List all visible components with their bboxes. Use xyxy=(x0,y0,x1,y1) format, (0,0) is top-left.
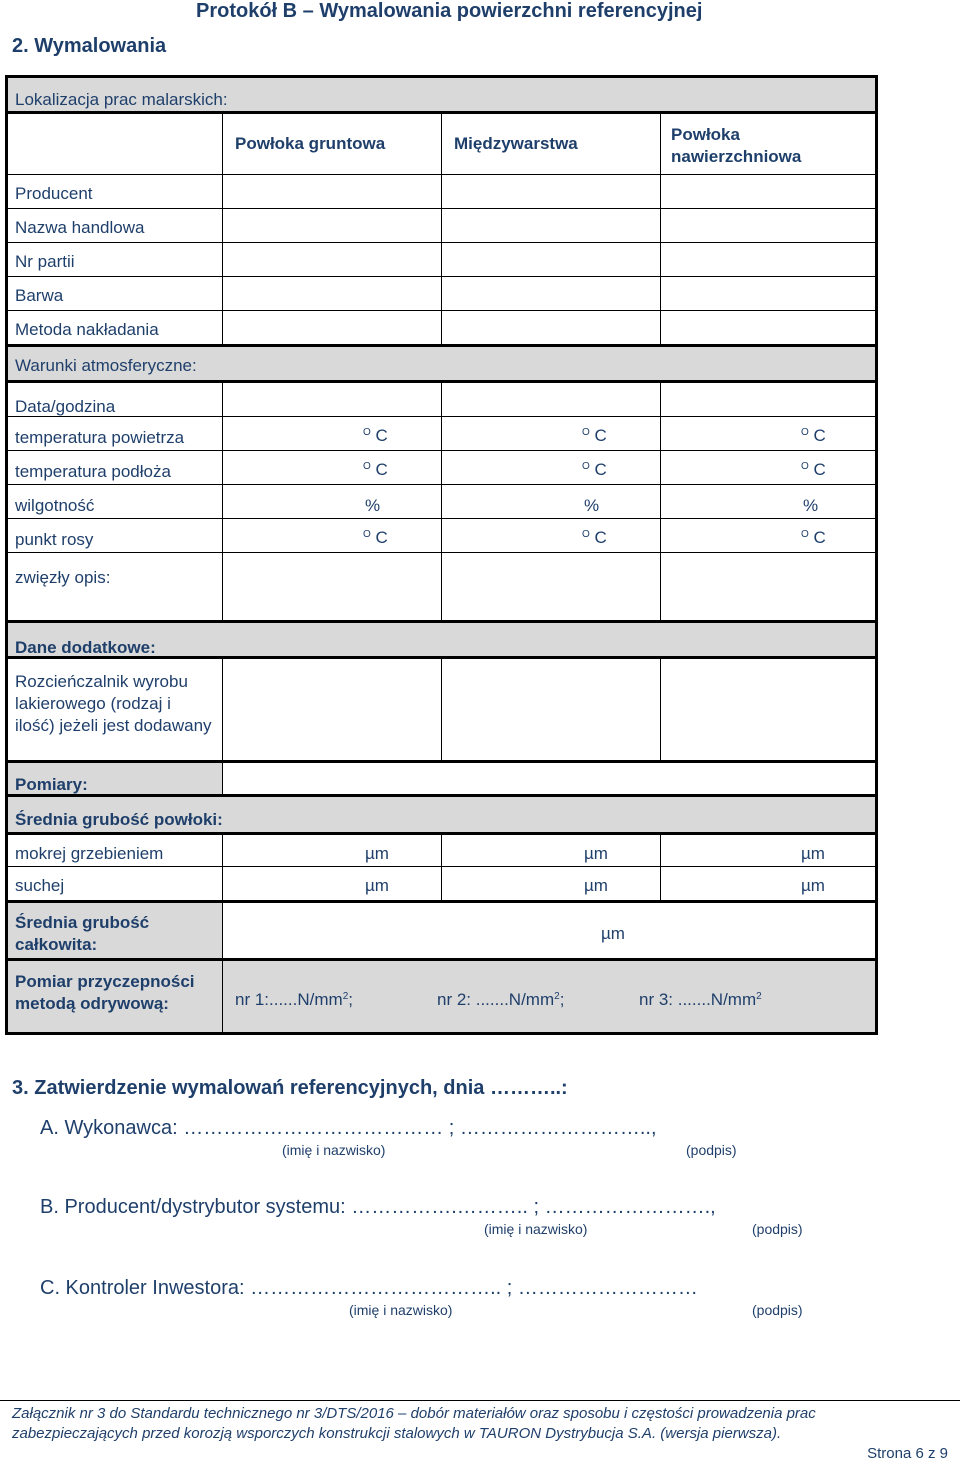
adhesion-value-3: nr 3: $.......N/mm^2$ xyxy=(639,990,762,1009)
row-label-batch: Nr partii xyxy=(15,252,75,271)
measurements-heading-row xyxy=(8,760,875,796)
producer-sign-hint: (podpis) xyxy=(752,1221,803,1237)
row-label-surface-temperature: temperatura podłoża xyxy=(15,462,171,481)
row-label-thinner: Rozcieńczalnik wyrobu lakierowego (rodzaj i ilość) jeżeli jest dodawany xyxy=(15,672,212,735)
row-label-datetime: Data/godzina xyxy=(15,397,116,416)
measurements-label: Pomiary: xyxy=(15,775,88,794)
weather-heading-row xyxy=(8,344,875,382)
column-header-row xyxy=(8,111,875,174)
col-header-topcoat: Powłoka nawierzchniowa xyxy=(671,125,802,166)
inspector-name-hint: (imię i nazwisko) xyxy=(349,1302,453,1318)
product-row xyxy=(8,310,875,344)
weather-row xyxy=(8,380,875,416)
weather-row: wilgotność % % % xyxy=(8,484,875,518)
total-thickness-row xyxy=(8,900,875,960)
total-thickness-unit: µm xyxy=(601,924,625,943)
row-label-wet-thickness: mokrej grzebieniem xyxy=(15,844,164,863)
weather-row: punkt rosy $^O$ C $^O$ C $^O$ C xyxy=(8,518,875,552)
row-label-producer: Producent xyxy=(15,184,93,203)
thickness-row: suchej µm µm µm xyxy=(8,866,875,900)
signatory-inspector-line: C. Kontroler Inwestora: ……………………………….. ; ……………………… xyxy=(40,1277,698,1299)
row-label-color: Barwa xyxy=(15,286,64,305)
product-row xyxy=(8,276,875,310)
row-label-air-temperature: temperatura powietrza xyxy=(15,428,185,447)
weather-row: temperatura podłoża $^O$ C $^O$ C $^O$ C xyxy=(8,450,875,484)
footer-divider xyxy=(0,1400,960,1401)
col-intermediate-cell xyxy=(441,114,660,174)
adhesion-row xyxy=(8,958,875,1035)
additional-heading-row xyxy=(8,620,875,658)
row-label-dry-thickness: suchej xyxy=(15,876,65,895)
product-row xyxy=(8,208,875,242)
col-header-intermediate: Międzywarstwa xyxy=(454,134,578,153)
col-primer-cell xyxy=(222,114,441,174)
product-row xyxy=(8,242,875,276)
contractor-sign-hint: (podpis) xyxy=(686,1142,737,1158)
weather-row: temperatura powietrza $^O$ C $^O$ C $^O$ C xyxy=(8,416,875,450)
col-topcoat-cell xyxy=(660,114,875,174)
avg-thickness-heading-row xyxy=(8,794,875,832)
thickness-row: mokrej grzebieniem µm µm µm xyxy=(8,832,875,866)
product-row xyxy=(8,174,875,208)
avg-thickness-label: Średnia grubość powłoki: xyxy=(15,810,223,829)
approval-heading: 3. Zatwierdzenie wymalowań referencyjnych, dnia ………..: xyxy=(12,1077,568,1099)
signatory-contractor-line: A. Wykonawca: ………………………………… ; ……………………….., xyxy=(40,1117,657,1139)
row-label-trade-name: Nazwa handlowa xyxy=(15,218,145,237)
row-label-dew-point: punkt rosy xyxy=(15,530,94,549)
location-row xyxy=(8,78,875,114)
location-label: Lokalizacja prac malarskich: xyxy=(15,90,228,109)
row-label-application-method: Metoda nakładania xyxy=(15,320,159,339)
adhesion-value-1: nr $1:......N/mm^2$; xyxy=(235,990,353,1009)
col-header-primer: Powłoka gruntowa xyxy=(235,134,386,153)
inspector-sign-hint: (podpis) xyxy=(752,1302,803,1318)
thinner-row xyxy=(8,656,875,760)
footer-line-2: zabezpieczających przed korozją wsporczych konstrukcji stalowych w TAURON Dystrybucja S.A. (wersja pierwsza). xyxy=(12,1425,782,1442)
additional-label: Dane dodatkowe: xyxy=(15,638,156,657)
contractor-name-hint: (imię i nazwisko) xyxy=(282,1142,386,1158)
document-title: Protokół B – Wymalowania powierzchni referencyjnej xyxy=(196,0,703,22)
footer-line-1: Załącznik nr 3 do Standardu technicznego nr 3/DTS/2016 – dobór materiałów oraz sposobu i częstości prowadzenia prac xyxy=(12,1405,816,1422)
producer-name-hint: (imię i nazwisko) xyxy=(484,1221,588,1237)
row-label-description: zwięzły opis: xyxy=(15,568,111,587)
description-row xyxy=(8,552,875,620)
section-heading: 2. Wymalowania xyxy=(12,35,167,57)
total-thickness-label: Średnia grubość całkowita: xyxy=(15,913,150,954)
adhesion-label: Pomiar przyczepności metodą odrywową: xyxy=(15,972,195,1013)
adhesion-value-2: nr 2: $.......N/mm^2$; xyxy=(437,990,565,1009)
painting-form-table xyxy=(5,75,878,1035)
page-number: Strona 6 z 9 xyxy=(867,1445,948,1462)
signatory-producer-line: B. Producent/dystrybutor systemu: …………….……….. ; ……………………., xyxy=(40,1196,716,1218)
row-label-humidity: wilgotność xyxy=(15,496,95,515)
weather-label: Warunki atmosferyczne: xyxy=(15,356,197,375)
